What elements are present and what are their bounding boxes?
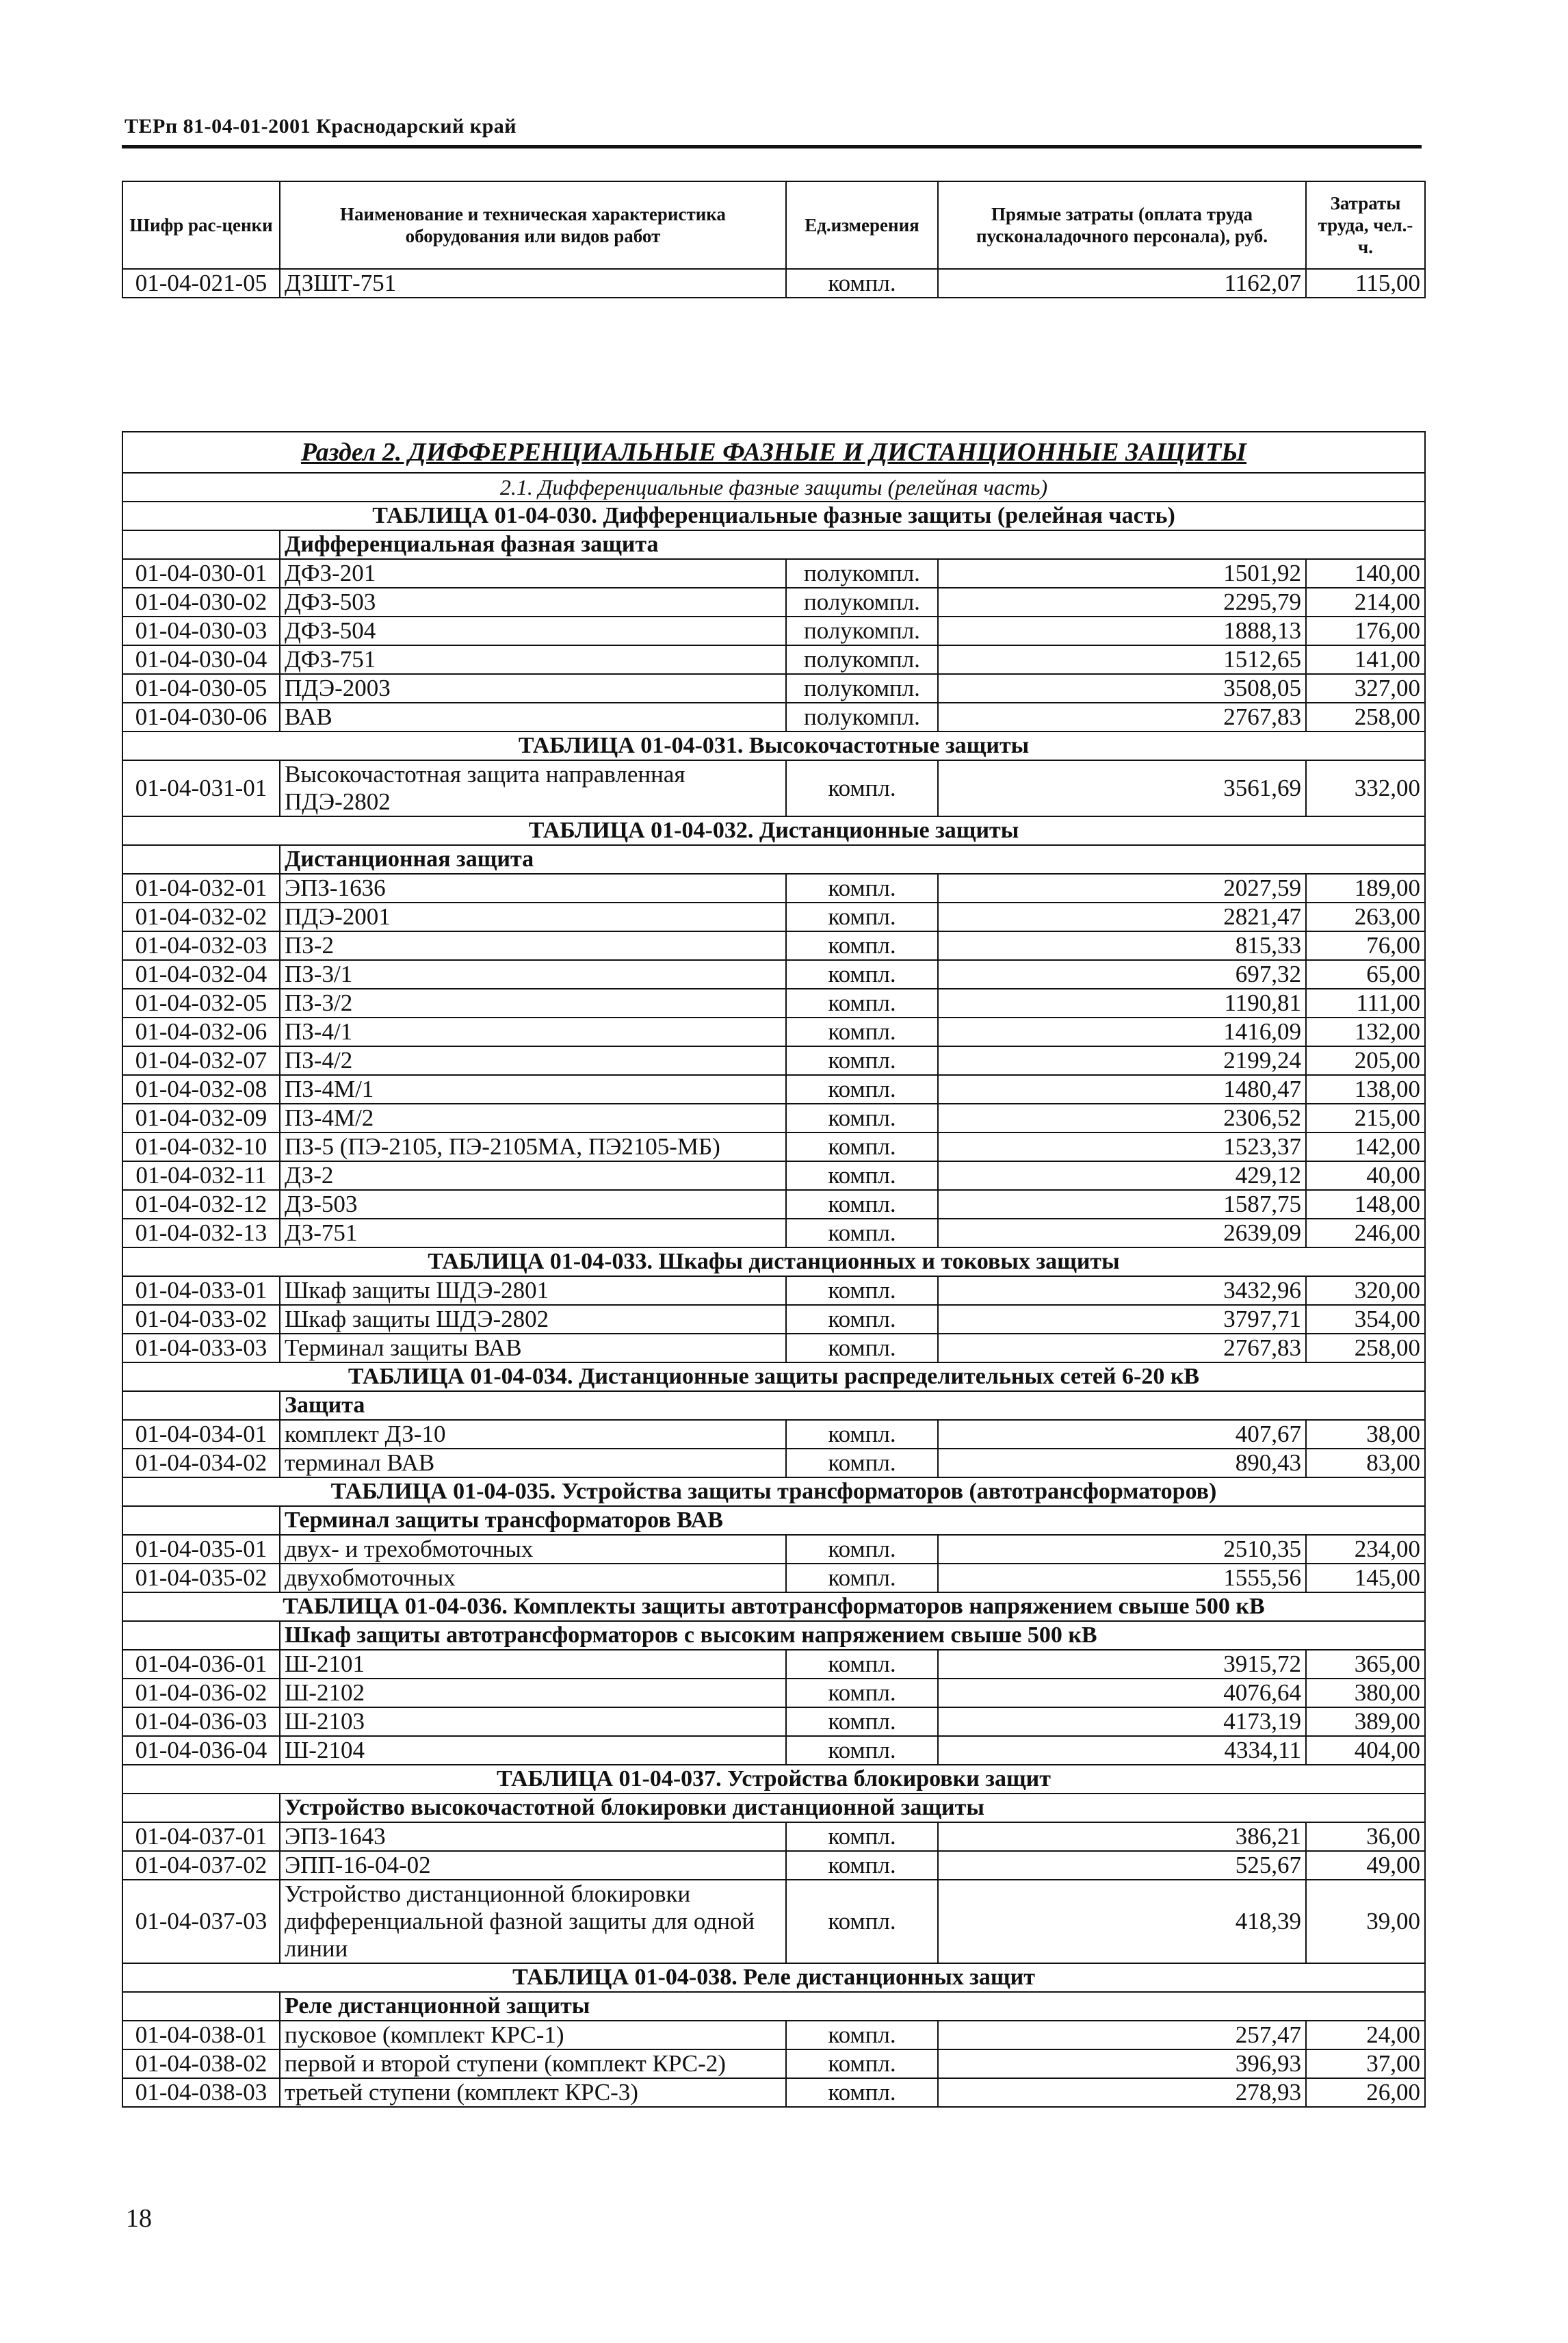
cell-name: первой и второй ступени (комплект КРС-2) xyxy=(280,2049,786,2078)
table-title-row xyxy=(122,1963,1425,1992)
group-title-row xyxy=(122,530,1425,559)
table-title: ТАБЛИЦА 01-04-036. Комплекты защиты автотрансформаторов напряжением свыше 500 кВ xyxy=(122,1592,1425,1621)
cell-name: Устройство дистанционной блокировки дифференциальной фазной защиты для одной линии xyxy=(280,1880,786,1963)
cell-code: 01-04-032-13 xyxy=(122,1219,280,1247)
cell-labor: 404,00 xyxy=(1306,1736,1425,1765)
cell-name: ДЗ-2 xyxy=(280,1161,786,1190)
cell-labor: 148,00 xyxy=(1306,1190,1425,1219)
cell-labor: 320,00 xyxy=(1306,1276,1425,1305)
cell-name: Ш-2104 xyxy=(280,1736,786,1765)
empty-cell xyxy=(122,1794,280,1822)
rates-table xyxy=(122,431,1426,2108)
cell-labor: 140,00 xyxy=(1306,559,1425,588)
cell-labor: 380,00 xyxy=(1306,1679,1425,1707)
table-row xyxy=(122,1736,1425,1765)
empty-cell xyxy=(122,845,280,874)
table-row xyxy=(122,269,1425,298)
table-row xyxy=(122,1276,1425,1305)
cell-cost: 1416,09 xyxy=(938,1018,1306,1046)
cell-cost: 407,67 xyxy=(938,1420,1306,1449)
table-row xyxy=(122,1075,1425,1104)
cell-unit: компл. xyxy=(786,989,938,1018)
cell-code: 01-04-035-02 xyxy=(122,1564,280,1592)
cell-name: ДФЗ-504 xyxy=(280,617,786,645)
cell-unit: компл. xyxy=(786,2021,938,2049)
cell-unit: полукомпл. xyxy=(786,703,938,732)
cell-cost: 890,43 xyxy=(938,1449,1306,1477)
cell-name: ЭПЗ-1636 xyxy=(280,874,786,903)
cell-cost: 1587,75 xyxy=(938,1190,1306,1219)
table-row xyxy=(122,1219,1425,1247)
table-row xyxy=(122,1334,1425,1362)
cell-unit: компл. xyxy=(786,931,938,960)
empty-cell xyxy=(122,1391,280,1420)
group-title: Шкаф защиты автотрансформаторов с высоким напряжением свыше 500 кВ xyxy=(280,1621,1425,1650)
cell-unit: компл. xyxy=(786,1679,938,1707)
cell-name: Высокочастотная защита направленная ПДЭ-2802 xyxy=(280,760,786,816)
table-row xyxy=(122,2049,1425,2078)
table-row xyxy=(122,2021,1425,2049)
table-row xyxy=(122,1535,1425,1564)
table-row xyxy=(122,874,1425,903)
cell-name: комплект ДЗ-10 xyxy=(280,1420,786,1449)
cell-unit: полукомпл. xyxy=(786,645,938,674)
cell-code: 01-04-036-02 xyxy=(122,1679,280,1707)
group-title-row xyxy=(122,1794,1425,1822)
cell-cost: 1501,92 xyxy=(938,559,1306,588)
table-row xyxy=(122,960,1425,989)
table-title-row xyxy=(122,816,1425,845)
cell-cost: 3508,05 xyxy=(938,674,1306,703)
table-row xyxy=(122,2078,1425,2107)
cell-name: ВАВ xyxy=(280,703,786,732)
cell-labor: 36,00 xyxy=(1306,1822,1425,1851)
cell-code: 01-04-033-03 xyxy=(122,1334,280,1362)
cell-cost: 1512,65 xyxy=(938,645,1306,674)
cell-labor: 24,00 xyxy=(1306,2021,1425,2049)
cell-cost: 4173,19 xyxy=(938,1707,1306,1736)
cell-name: ПЗ-3/2 xyxy=(280,989,786,1018)
table-title: ТАБЛИЦА 01-04-035. Устройства защиты трансформаторов (автотрансформаторов) xyxy=(122,1477,1425,1506)
cell-cost: 2821,47 xyxy=(938,903,1306,931)
cell-name: Ш-2102 xyxy=(280,1679,786,1707)
cell-code: 01-04-021-05 xyxy=(122,269,280,298)
cell-cost: 2199,24 xyxy=(938,1046,1306,1075)
cell-name: ПЗ-2 xyxy=(280,931,786,960)
cell-name: терминал ВАВ xyxy=(280,1449,786,1477)
group-title: Терминал защиты трансформаторов ВАВ xyxy=(280,1506,1425,1535)
table-row xyxy=(122,1420,1425,1449)
cell-labor: 176,00 xyxy=(1306,617,1425,645)
cell-unit: полукомпл. xyxy=(786,674,938,703)
cell-code: 01-04-034-01 xyxy=(122,1420,280,1449)
cell-labor: 37,00 xyxy=(1306,2049,1425,2078)
cell-unit: компл. xyxy=(786,1650,938,1679)
cell-code: 01-04-030-02 xyxy=(122,588,280,617)
cell-cost: 396,93 xyxy=(938,2049,1306,2078)
page-header: ТЕРп 81-04-01-2001 Краснодарский край xyxy=(125,115,517,138)
cell-cost: 418,39 xyxy=(938,1880,1306,1963)
table-title-row xyxy=(122,1247,1425,1276)
cell-cost: 1190,81 xyxy=(938,989,1306,1018)
cell-code: 01-04-037-03 xyxy=(122,1880,280,1963)
table-row xyxy=(122,1707,1425,1736)
cell-labor: 258,00 xyxy=(1306,703,1425,732)
cell-name: ПЗ-3/1 xyxy=(280,960,786,989)
cell-name: ПЗ-5 (ПЭ-2105, ПЭ-2105МА, ПЭ2105-МБ) xyxy=(280,1132,786,1161)
cell-code: 01-04-035-01 xyxy=(122,1535,280,1564)
group-title: Дистанционная защита xyxy=(280,845,1425,874)
cell-code: 01-04-036-01 xyxy=(122,1650,280,1679)
cell-unit: компл. xyxy=(786,1075,938,1104)
table-title-row xyxy=(122,732,1425,760)
cell-code: 01-04-033-01 xyxy=(122,1276,280,1305)
cell-name: Ш-2101 xyxy=(280,1650,786,1679)
table-row xyxy=(122,1679,1425,1707)
cell-name: двух- и трехобмоточных xyxy=(280,1535,786,1564)
table-row xyxy=(122,903,1425,931)
cell-labor: 38,00 xyxy=(1306,1420,1425,1449)
table-title: ТАБЛИЦА 01-04-033. Шкафы дистанционных и токовых защиты xyxy=(122,1247,1425,1276)
cell-code: 01-04-032-12 xyxy=(122,1190,280,1219)
cell-code: 01-04-032-09 xyxy=(122,1104,280,1132)
cell-labor: 141,00 xyxy=(1306,645,1425,674)
cell-labor: 189,00 xyxy=(1306,874,1425,903)
cell-unit: компл. xyxy=(786,1420,938,1449)
subsection-title-row xyxy=(122,473,1425,502)
cell-unit: компл. xyxy=(786,1851,938,1880)
cell-unit: компл. xyxy=(786,1535,938,1564)
cell-cost: 2295,79 xyxy=(938,588,1306,617)
table-row xyxy=(122,617,1425,645)
cell-code: 01-04-032-04 xyxy=(122,960,280,989)
cell-unit: компл. xyxy=(786,1305,938,1334)
cell-code: 01-04-033-02 xyxy=(122,1305,280,1334)
empty-cell xyxy=(122,1506,280,1535)
group-title: Защита xyxy=(280,1391,1425,1420)
col-header-labor: Затраты труда, чел.-ч. xyxy=(1306,181,1425,269)
cell-name: Шкаф защиты ШДЭ-2801 xyxy=(280,1276,786,1305)
cell-code: 01-04-037-01 xyxy=(122,1822,280,1851)
header-table xyxy=(122,181,1426,298)
table-title: ТАБЛИЦА 01-04-037. Устройства блокировки защит xyxy=(122,1765,1425,1794)
cell-name: ЭПЗ-1643 xyxy=(280,1822,786,1851)
cell-unit: компл. xyxy=(786,1334,938,1362)
cell-cost: 815,33 xyxy=(938,931,1306,960)
cell-labor: 65,00 xyxy=(1306,960,1425,989)
cell-name: ДЗ-751 xyxy=(280,1219,786,1247)
cell-labor: 26,00 xyxy=(1306,2078,1425,2107)
cell-name: ДФЗ-751 xyxy=(280,645,786,674)
cell-labor: 115,00 xyxy=(1306,269,1425,298)
cell-cost: 3797,71 xyxy=(938,1305,1306,1334)
cell-labor: 263,00 xyxy=(1306,903,1425,931)
cell-unit: компл. xyxy=(786,1736,938,1765)
col-header-cost: Прямые затраты (оплата труда пусконаладочного персонала), руб. xyxy=(938,181,1306,269)
cell-cost: 2639,09 xyxy=(938,1219,1306,1247)
cell-name: Ш-2103 xyxy=(280,1707,786,1736)
cell-labor: 76,00 xyxy=(1306,931,1425,960)
cell-unit: компл. xyxy=(786,1880,938,1963)
table-row xyxy=(122,1880,1425,1963)
cell-cost: 3432,96 xyxy=(938,1276,1306,1305)
page-number: 18 xyxy=(126,2204,152,2233)
column-headers xyxy=(122,181,1425,269)
empty-cell xyxy=(122,1992,280,2021)
cell-code: 01-04-030-03 xyxy=(122,617,280,645)
cell-labor: 215,00 xyxy=(1306,1104,1425,1132)
cell-unit: компл. xyxy=(786,269,938,298)
cell-code: 01-04-032-02 xyxy=(122,903,280,931)
cell-cost: 2767,83 xyxy=(938,703,1306,732)
cell-unit: компл. xyxy=(786,760,938,816)
cell-labor: 332,00 xyxy=(1306,760,1425,816)
table-title-row xyxy=(122,1592,1425,1621)
cell-unit: компл. xyxy=(786,1190,938,1219)
empty-cell xyxy=(122,530,280,559)
group-title: Реле дистанционной защиты xyxy=(280,1992,1425,2021)
cell-code: 01-04-038-02 xyxy=(122,2049,280,2078)
table-row xyxy=(122,1190,1425,1219)
cell-cost: 429,12 xyxy=(938,1161,1306,1190)
cell-code: 01-04-030-06 xyxy=(122,703,280,732)
table-row xyxy=(122,1046,1425,1075)
table-row xyxy=(122,931,1425,960)
cell-name: ДЗШТ-751 xyxy=(280,269,786,298)
cell-code: 01-04-032-03 xyxy=(122,931,280,960)
cell-labor: 327,00 xyxy=(1306,674,1425,703)
cell-code: 01-04-032-01 xyxy=(122,874,280,903)
table-row xyxy=(122,760,1425,816)
cell-cost: 2767,83 xyxy=(938,1334,1306,1362)
table-title: ТАБЛИЦА 01-04-030. Дифференциальные фазные защиты (релейная часть) xyxy=(122,502,1425,530)
cell-cost: 1162,07 xyxy=(938,269,1306,298)
table-row xyxy=(122,989,1425,1018)
cell-unit: компл. xyxy=(786,1822,938,1851)
cell-code: 01-04-032-07 xyxy=(122,1046,280,1075)
table-row xyxy=(122,1822,1425,1851)
cell-unit: компл. xyxy=(786,1449,938,1477)
cell-cost: 697,32 xyxy=(938,960,1306,989)
cell-cost: 2510,35 xyxy=(938,1535,1306,1564)
table-title: ТАБЛИЦА 01-04-034. Дистанционные защиты распределительных сетей 6-20 кВ xyxy=(122,1362,1425,1391)
col-header-name: Наименование и техническая характеристика оборудования или видов работ xyxy=(280,181,786,269)
cell-name: ПДЭ-2003 xyxy=(280,674,786,703)
table-row xyxy=(122,1018,1425,1046)
cell-name: Терминал защиты ВАВ xyxy=(280,1334,786,1362)
cell-cost: 1480,47 xyxy=(938,1075,1306,1104)
table-title: ТАБЛИЦА 01-04-031. Высокочастотные защиты xyxy=(122,732,1425,760)
cell-cost: 1888,13 xyxy=(938,617,1306,645)
cell-labor: 354,00 xyxy=(1306,1305,1425,1334)
cell-name: ЭПП-16-04-02 xyxy=(280,1851,786,1880)
cell-name: ПЗ-4М/1 xyxy=(280,1075,786,1104)
cell-labor: 111,00 xyxy=(1306,989,1425,1018)
group-title-row xyxy=(122,1506,1425,1535)
cell-code: 01-04-032-11 xyxy=(122,1161,280,1190)
cell-unit: полукомпл. xyxy=(786,588,938,617)
cell-unit: компл. xyxy=(786,1132,938,1161)
cell-code: 01-04-038-03 xyxy=(122,2078,280,2107)
group-title: Устройство высокочастотной блокировки дистанционной защиты xyxy=(280,1794,1425,1822)
group-title-row xyxy=(122,1621,1425,1650)
cell-unit: компл. xyxy=(786,960,938,989)
cell-code: 01-04-031-01 xyxy=(122,760,280,816)
cell-unit: полукомпл. xyxy=(786,617,938,645)
cell-cost: 4076,64 xyxy=(938,1679,1306,1707)
cell-name: ПДЭ-2001 xyxy=(280,903,786,931)
table-title-row xyxy=(122,1362,1425,1391)
table-row xyxy=(122,1104,1425,1132)
cell-labor: 145,00 xyxy=(1306,1564,1425,1592)
group-title-row xyxy=(122,845,1425,874)
table-row xyxy=(122,1650,1425,1679)
cell-name: ПЗ-4М/2 xyxy=(280,1104,786,1132)
group-title: Дифференциальная фазная защита xyxy=(280,530,1425,559)
section-title: Раздел 2. ДИФФЕРЕНЦИАЛЬНЫЕ ФАЗНЫЕ И ДИСТАНЦИОННЫЕ ЗАЩИТЫ xyxy=(122,432,1425,473)
group-title-row xyxy=(122,1391,1425,1420)
cell-name: ПЗ-4/1 xyxy=(280,1018,786,1046)
cell-cost: 386,21 xyxy=(938,1822,1306,1851)
cell-unit: компл. xyxy=(786,1104,938,1132)
cell-cost: 257,47 xyxy=(938,2021,1306,2049)
cell-labor: 258,00 xyxy=(1306,1334,1425,1362)
cell-code: 01-04-030-04 xyxy=(122,645,280,674)
cell-unit: компл. xyxy=(786,2049,938,2078)
cell-unit: компл. xyxy=(786,1707,938,1736)
cell-code: 01-04-032-10 xyxy=(122,1132,280,1161)
table-row xyxy=(122,645,1425,674)
cell-code: 01-04-036-04 xyxy=(122,1736,280,1765)
cell-unit: компл. xyxy=(786,1046,938,1075)
subsection-title: 2.1. Дифференциальные фазные защиты (релейная часть) xyxy=(122,473,1425,502)
empty-cell xyxy=(122,1621,280,1650)
cell-code: 01-04-032-05 xyxy=(122,989,280,1018)
col-header-unit: Ед.измерения xyxy=(786,181,938,269)
table-title-row xyxy=(122,1765,1425,1794)
cell-labor: 39,00 xyxy=(1306,1880,1425,1963)
cell-cost: 1555,56 xyxy=(938,1564,1306,1592)
cell-unit: компл. xyxy=(786,903,938,931)
cell-unit: компл. xyxy=(786,1219,938,1247)
cell-unit: компл. xyxy=(786,1018,938,1046)
cell-code: 01-04-030-05 xyxy=(122,674,280,703)
section-title-row xyxy=(122,432,1425,473)
cell-name: ДФЗ-503 xyxy=(280,588,786,617)
cell-labor: 214,00 xyxy=(1306,588,1425,617)
cell-labor: 49,00 xyxy=(1306,1851,1425,1880)
cell-code: 01-04-034-02 xyxy=(122,1449,280,1477)
col-header-code: Шифр рас-ценки xyxy=(122,181,280,269)
cell-labor: 138,00 xyxy=(1306,1075,1425,1104)
cell-labor: 142,00 xyxy=(1306,1132,1425,1161)
table-title-row xyxy=(122,1477,1425,1506)
table-row xyxy=(122,1305,1425,1334)
cell-cost: 278,93 xyxy=(938,2078,1306,2107)
table-row xyxy=(122,703,1425,732)
cell-labor: 234,00 xyxy=(1306,1535,1425,1564)
cell-unit: компл. xyxy=(786,1564,938,1592)
cell-name: третьей ступени (комплект КРС-3) xyxy=(280,2078,786,2107)
cell-code: 01-04-032-06 xyxy=(122,1018,280,1046)
cell-cost: 3915,72 xyxy=(938,1650,1306,1679)
cell-name: ПЗ-4/2 xyxy=(280,1046,786,1075)
table-row xyxy=(122,674,1425,703)
cell-unit: компл. xyxy=(786,1276,938,1305)
cell-cost: 3561,69 xyxy=(938,760,1306,816)
cell-code: 01-04-036-03 xyxy=(122,1707,280,1736)
cell-unit: компл. xyxy=(786,1161,938,1190)
cell-unit: компл. xyxy=(786,2078,938,2107)
cell-labor: 83,00 xyxy=(1306,1449,1425,1477)
cell-cost: 525,67 xyxy=(938,1851,1306,1880)
cell-labor: 205,00 xyxy=(1306,1046,1425,1075)
cell-labor: 132,00 xyxy=(1306,1018,1425,1046)
table-row xyxy=(122,1851,1425,1880)
table-row xyxy=(122,1449,1425,1477)
cell-cost: 4334,11 xyxy=(938,1736,1306,1765)
group-title-row xyxy=(122,1992,1425,2021)
table-row xyxy=(122,1161,1425,1190)
table-row xyxy=(122,588,1425,617)
cell-cost: 2027,59 xyxy=(938,874,1306,903)
cell-cost: 1523,37 xyxy=(938,1132,1306,1161)
cell-name: ДФЗ-201 xyxy=(280,559,786,588)
table-row xyxy=(122,1564,1425,1592)
cell-labor: 40,00 xyxy=(1306,1161,1425,1190)
cell-name: Шкаф защиты ШДЭ-2802 xyxy=(280,1305,786,1334)
table-title: ТАБЛИЦА 01-04-038. Реле дистанционных защит xyxy=(122,1963,1425,1992)
table-title: ТАБЛИЦА 01-04-032. Дистанционные защиты xyxy=(122,816,1425,845)
table-row xyxy=(122,559,1425,588)
cell-code: 01-04-030-01 xyxy=(122,559,280,588)
table-title-row xyxy=(122,502,1425,530)
cell-name: двухобмоточных xyxy=(280,1564,786,1592)
cell-labor: 365,00 xyxy=(1306,1650,1425,1679)
header-rule xyxy=(122,145,1422,148)
table-row xyxy=(122,1132,1425,1161)
cell-unit: полукомпл. xyxy=(786,559,938,588)
cell-code: 01-04-032-08 xyxy=(122,1075,280,1104)
cell-name: пусковое (комплект КРС-1) xyxy=(280,2021,786,2049)
cell-name: ДЗ-503 xyxy=(280,1190,786,1219)
cell-unit: компл. xyxy=(786,874,938,903)
cell-labor: 389,00 xyxy=(1306,1707,1425,1736)
cell-code: 01-04-038-01 xyxy=(122,2021,280,2049)
cell-cost: 2306,52 xyxy=(938,1104,1306,1132)
cell-code: 01-04-037-02 xyxy=(122,1851,280,1880)
cell-labor: 246,00 xyxy=(1306,1219,1425,1247)
